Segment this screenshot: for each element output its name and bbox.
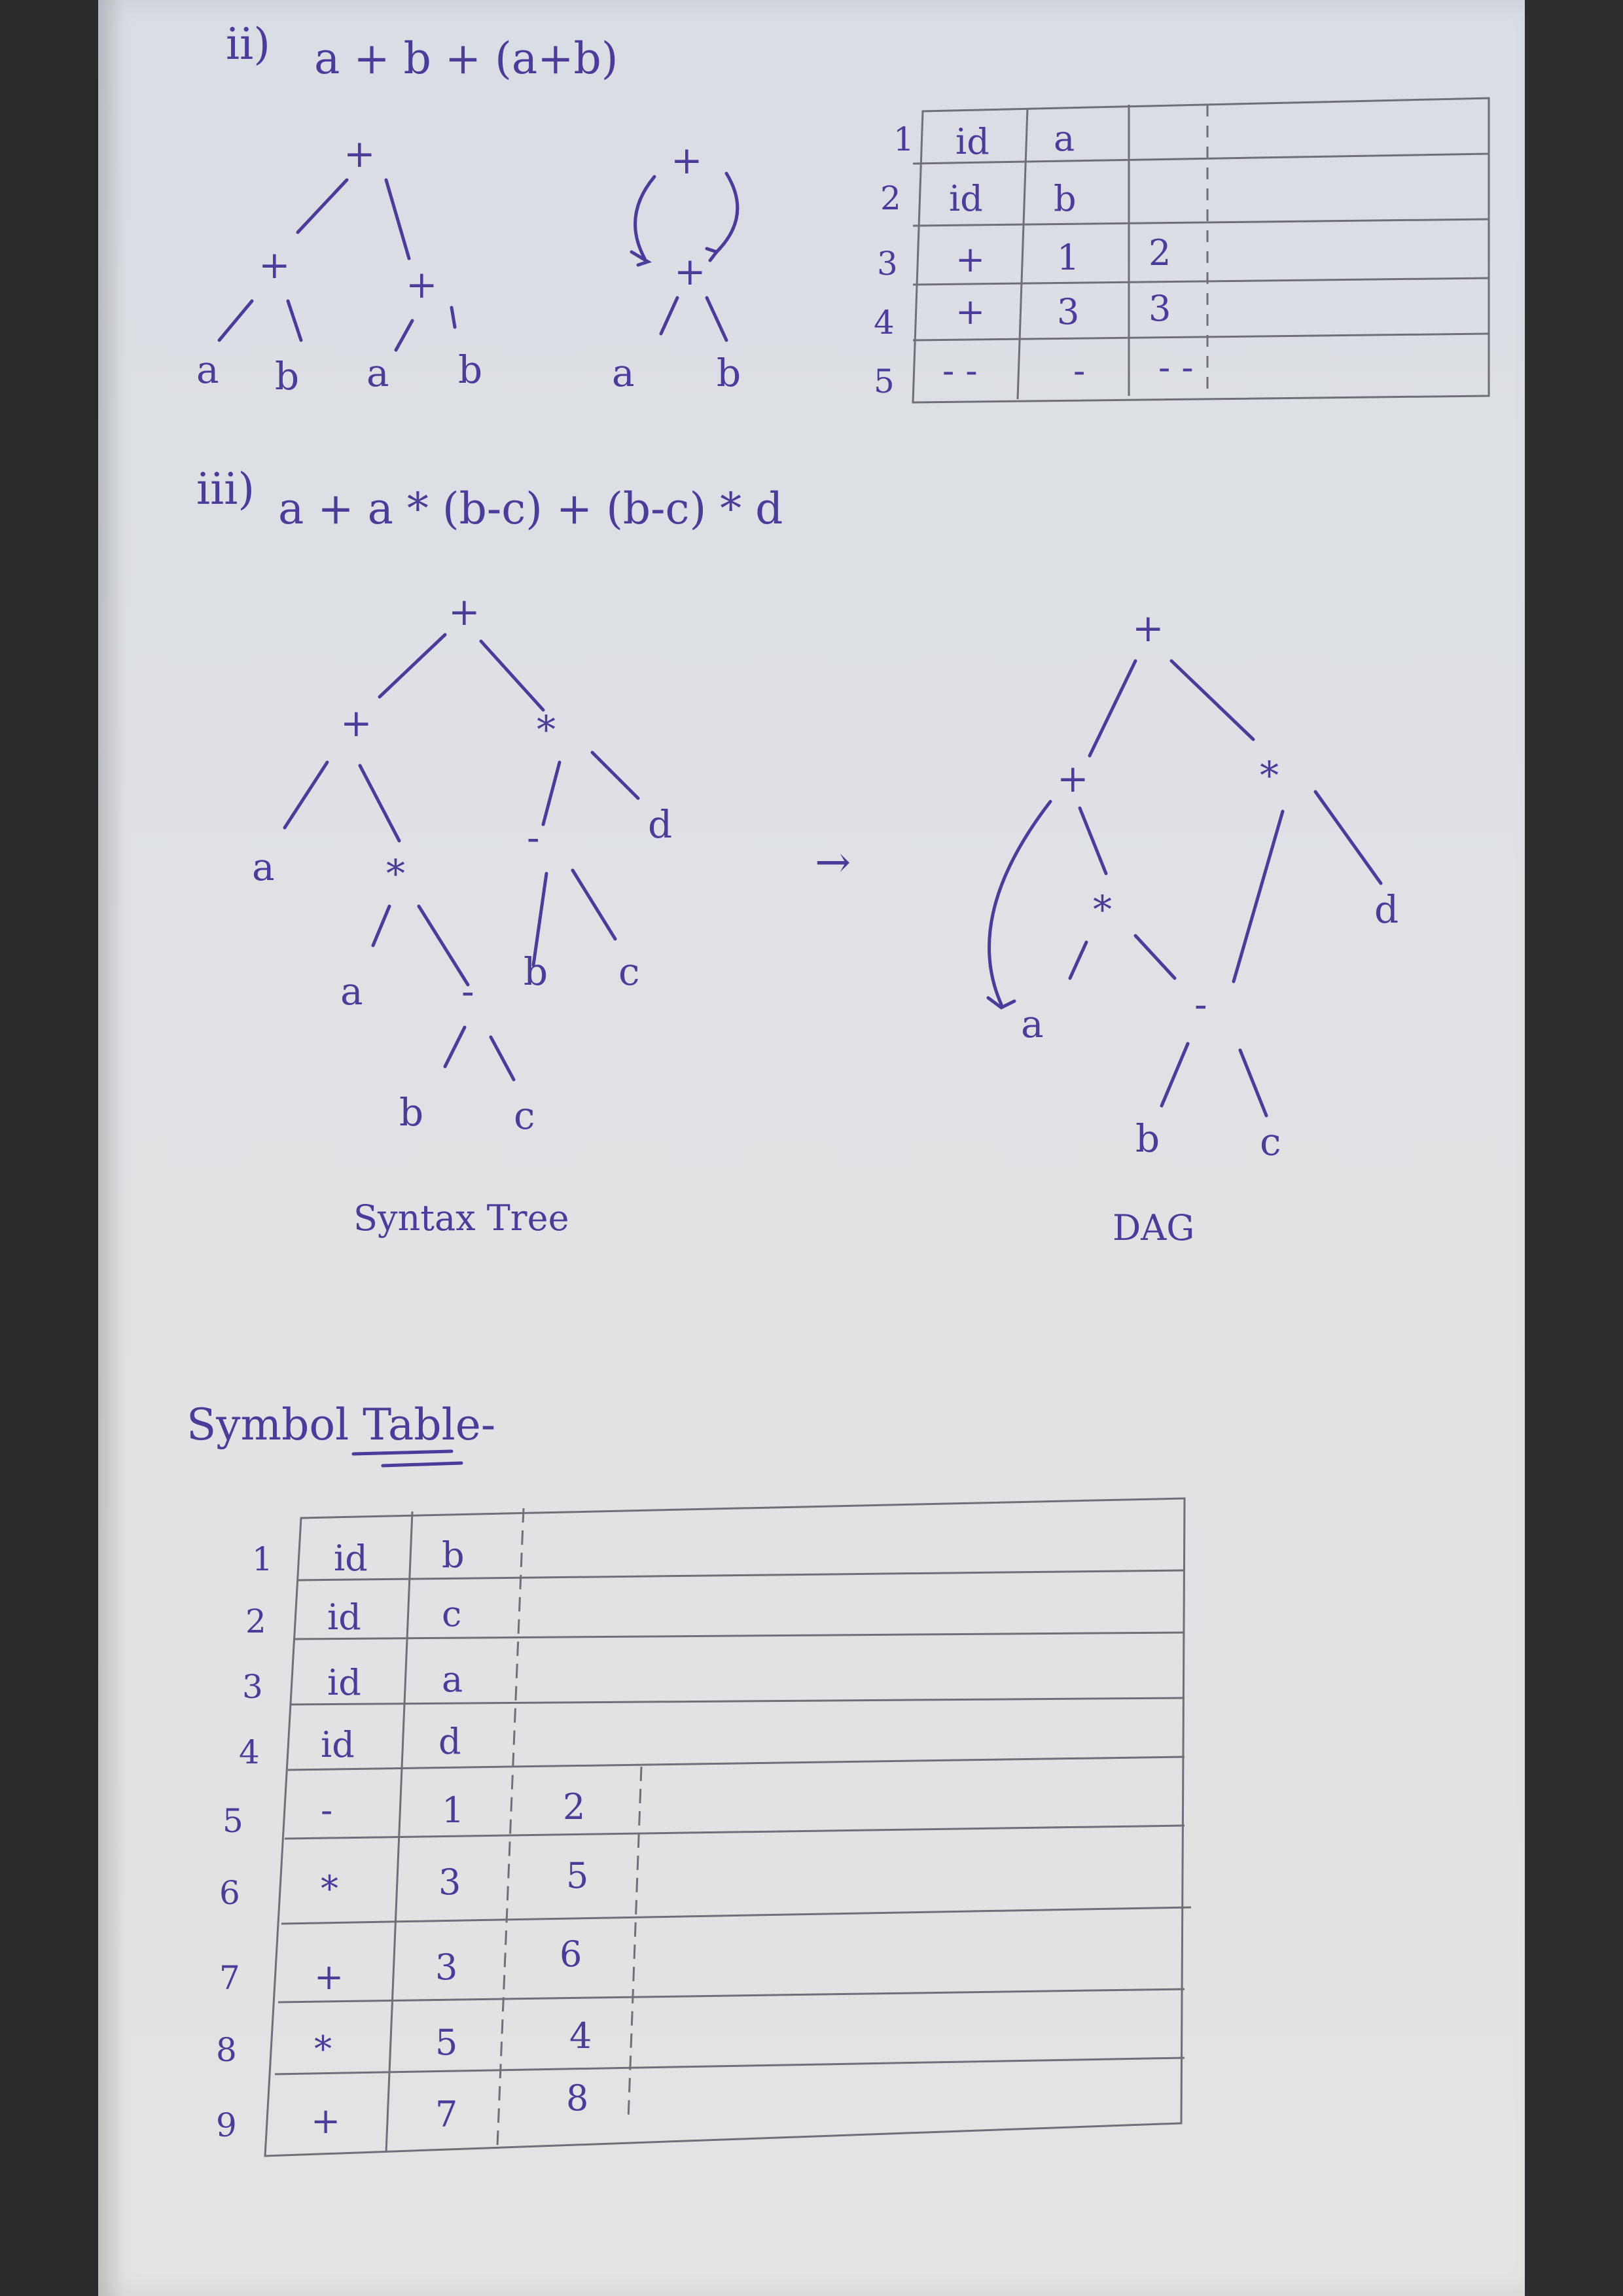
title-underline	[353, 1451, 452, 1454]
arrow: →	[815, 837, 851, 887]
section-ii-expression: a + b + (a+b)	[314, 33, 618, 84]
dag-arrowhead	[632, 252, 648, 265]
row-number: 4	[874, 304, 895, 342]
row-number: 8	[216, 2031, 237, 2069]
row-number: 3	[242, 1668, 263, 1706]
cell-arg2: 2	[1149, 232, 1171, 274]
cell-arg2: 2	[563, 1786, 586, 1828]
st-edge	[491, 1037, 514, 1080]
cell-arg1: c	[442, 1593, 462, 1634]
row-number: 2	[245, 1602, 266, 1640]
st-node-minus: -	[461, 969, 474, 1014]
cell-arg1: b	[1054, 178, 1077, 219]
cell-op: +	[955, 291, 986, 332]
st-leaf-a: a	[252, 845, 275, 889]
tree-leaf-a: a	[366, 351, 389, 395]
dag-edge-curve	[990, 802, 1050, 1004]
row-number: 5	[874, 362, 895, 400]
cell-op: id	[327, 1597, 361, 1638]
table-col-line	[386, 1511, 412, 2153]
cell-arg1: 5	[435, 2022, 458, 2063]
section-ii-tree	[196, 132, 482, 398]
section-iii-label: iii)	[196, 464, 255, 514]
st-node-plus: +	[340, 701, 372, 745]
dag-edge-curve	[717, 173, 738, 252]
tree-node-plus-right: +	[406, 262, 438, 307]
syntax-tree-caption: Syntax Tree	[353, 1197, 569, 1239]
dag-edge	[1315, 792, 1381, 883]
row-number: 1	[252, 1540, 273, 1578]
row-number: 9	[216, 2106, 237, 2144]
st-leaf-c: c	[514, 1093, 535, 1138]
st-edge	[445, 1027, 465, 1067]
cell-arg1: b	[442, 1534, 465, 1576]
table-col-line	[1018, 108, 1027, 399]
st-edge	[543, 762, 560, 824]
table-row-line	[281, 1907, 1191, 1924]
dag-edge	[1135, 936, 1175, 978]
table-row-line	[285, 1826, 1185, 1839]
row-number: 1	[893, 120, 914, 158]
tree-edge	[386, 180, 409, 258]
cell-op: +	[314, 1956, 344, 1998]
cell-op: - -	[942, 350, 978, 391]
cell-arg2: 3	[1149, 288, 1171, 329]
dag-node-plus: +	[1057, 756, 1089, 801]
cell-arg2: 8	[566, 2077, 589, 2119]
dag-leaf-c: c	[1260, 1120, 1281, 1164]
table-row-line	[298, 1570, 1185, 1580]
table-row-line	[288, 1757, 1185, 1770]
st-edge	[360, 766, 399, 841]
table-row-line	[913, 278, 1489, 285]
cell-op: -	[321, 1790, 333, 1831]
cell-op: *	[321, 1868, 338, 1909]
dag-arrowhead	[707, 249, 717, 260]
st-edge	[573, 870, 615, 939]
table-row-line	[275, 2058, 1185, 2074]
cell-arg1: 3	[438, 1862, 461, 1903]
tree-leaf-a: a	[196, 347, 219, 392]
st-node-root: +	[448, 590, 480, 634]
tree-edge	[288, 301, 301, 340]
dag-edge	[1240, 1050, 1266, 1116]
table-row-line	[294, 1633, 1185, 1639]
st-edge	[592, 752, 638, 798]
symbol-table-title: Symbol Table-	[187, 1400, 496, 1450]
dag-node-minus: -	[1194, 982, 1207, 1027]
dag-caption: DAG	[1113, 1207, 1195, 1248]
dag-edge	[707, 298, 726, 340]
dag-leaf-a: a	[612, 351, 635, 395]
tree-node-plus-left: +	[259, 243, 291, 287]
table-row-line	[278, 1989, 1185, 2002]
st-edge	[481, 641, 543, 710]
row-number: 3	[877, 245, 898, 283]
cell-arg1: a	[442, 1659, 463, 1700]
cell-arg1: -	[1073, 350, 1086, 391]
cell-arg2: 5	[566, 1855, 589, 1896]
st-leaf-b: b	[399, 1090, 424, 1135]
tree-leaf-b: b	[275, 354, 300, 398]
tree-root-plus: +	[344, 132, 376, 176]
table-row-line	[913, 334, 1489, 340]
cell-arg1: 1	[1057, 237, 1080, 278]
tree-edge	[219, 301, 252, 340]
section-ii-dag	[612, 138, 741, 395]
dag-edge	[1070, 942, 1086, 978]
row-number: 2	[880, 179, 901, 217]
dag-edge	[1080, 808, 1106, 874]
dag-leaf-d: d	[1374, 887, 1399, 932]
row-number: 4	[239, 1733, 260, 1771]
section-ii-table	[874, 98, 1489, 402]
tree-leaf-b: b	[458, 347, 483, 392]
cell-arg1: 7	[435, 2094, 458, 2135]
cell-arg1: 3	[1057, 291, 1080, 332]
section-iii	[196, 464, 1399, 1248]
st-edge	[285, 762, 327, 828]
st-leaf-d: d	[648, 802, 673, 847]
dag-root-plus: +	[671, 138, 703, 183]
symbol-table-section	[187, 1400, 1191, 2156]
row-number: 6	[219, 1874, 240, 1912]
row-number: 5	[223, 1802, 243, 1840]
cell-arg1: d	[438, 1721, 461, 1762]
tree-edge	[298, 180, 347, 232]
dag-leaf-a: a	[1021, 1002, 1044, 1046]
dag-edge	[1090, 661, 1135, 756]
cell-arg1: 3	[435, 1947, 458, 1988]
table-row-line	[913, 219, 1489, 226]
st-leaf-a: a	[340, 969, 363, 1014]
table-border	[913, 98, 1489, 402]
cell-op: *	[314, 2028, 332, 2070]
table-row-line	[291, 1698, 1185, 1704]
section-iii-expression: a + a * (b-c) + (b-c) * d	[278, 484, 783, 534]
cell-arg2: - -	[1158, 347, 1194, 388]
st-edge	[373, 906, 389, 945]
st-edge	[380, 635, 445, 697]
dag-node-star: *	[1260, 753, 1279, 798]
section-ii	[196, 19, 1489, 402]
cell-arg2: 6	[560, 1934, 582, 1975]
st-leaf-b: b	[524, 949, 548, 994]
dag-edge	[661, 298, 677, 334]
dag-leaf-b: b	[717, 351, 741, 395]
cell-op: +	[955, 239, 986, 280]
cell-op: id	[334, 1538, 368, 1579]
dag-edge-curve	[635, 177, 654, 258]
dag-node-plus: +	[674, 249, 706, 294]
tree-edge	[452, 308, 455, 327]
dag-leaf-b: b	[1135, 1116, 1160, 1161]
cell-op: id	[955, 121, 990, 162]
st-node-star: *	[537, 707, 556, 752]
st-edge	[419, 906, 468, 985]
row-number: 7	[219, 1959, 240, 1997]
tree-edge	[396, 321, 412, 350]
cell-arg1: 1	[442, 1790, 465, 1831]
dag-node-root: +	[1132, 606, 1164, 650]
st-leaf-c: c	[618, 949, 640, 994]
cell-op: id	[327, 1662, 361, 1703]
cell-arg2: 4	[569, 2015, 592, 2057]
cell-op: id	[321, 1724, 355, 1765]
st-node-star: *	[386, 851, 405, 896]
section-ii-label: ii)	[226, 19, 270, 69]
syntax-tree	[252, 590, 672, 1239]
table-row-line	[913, 154, 1489, 164]
dag-node-star: *	[1093, 887, 1112, 932]
symbol-table	[216, 1498, 1191, 2156]
dag-edge	[1234, 811, 1283, 981]
cell-op: id	[949, 178, 983, 219]
title-underline	[383, 1463, 461, 1466]
st-node-minus: -	[527, 815, 540, 860]
dag	[988, 606, 1399, 1248]
dag-edge	[1171, 661, 1253, 739]
dag-edge	[1162, 1044, 1188, 1106]
cell-arg1: a	[1054, 118, 1075, 159]
cell-op: +	[311, 2100, 341, 2142]
table-col-line	[497, 1508, 524, 2146]
